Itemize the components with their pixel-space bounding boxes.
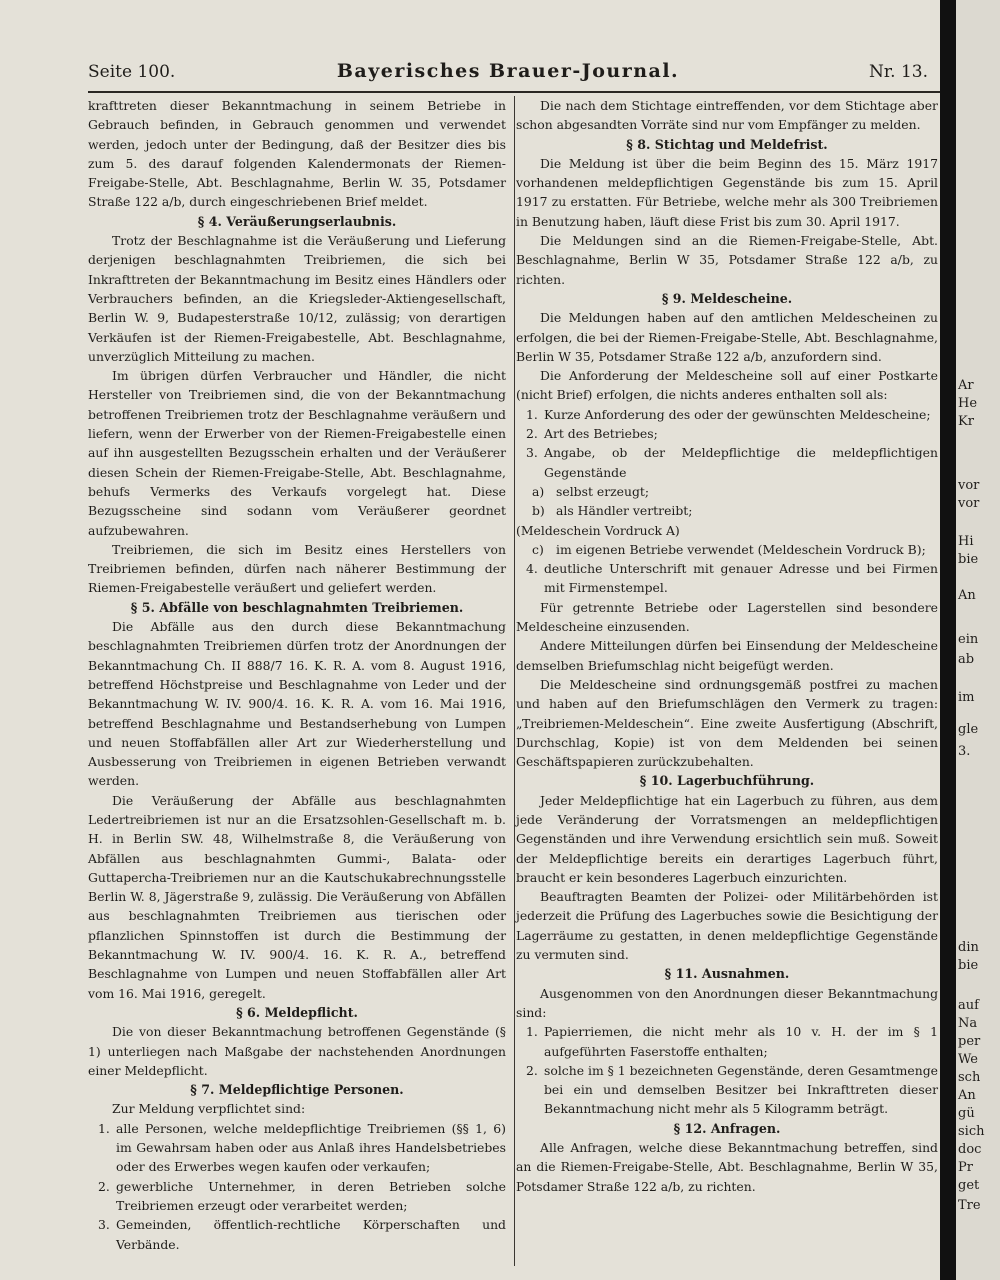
left-column [88,96,506,1254]
paragraph: Alle Anfragen, welche diese Bekanntmachung betreffen, sind an die Riemen-Freigabe-Stelle, Abt. Beschlagnahme, Berlin W 35, Potsdamer Straße 122 a/b, zu richten. [516,1140,938,1194]
column-divider [514,96,515,1266]
adjacent-page-fragment: gle [958,722,979,737]
adjacent-page-fragment: din [958,940,979,955]
section-heading: § 12. Anfragen. [673,1120,781,1136]
right-column [516,96,938,1196]
paragraph: Trotz der Beschlagnahme ist die Veräußerung und Lieferung derjenigen beschlagnahmten Treibriemen, die sich bei Inkrafttreten der Bekanntmachung im Besitz eines Händlers oder Verbrauchers befinden, an die Kriegsleder-Aktiengesellschaft, Berlin W. 9, Budapesterstraße 10/12, zulässig; von derartigen Verkäufen ist der Riemen-Freigabestelle, Abt. Beschlagnahme, unverzüglich Mitteilung zu machen. [88,233,506,364]
list-item: 2. Art des Betriebes; [526,426,658,442]
paragraph: Die Meldescheine sind ordnungsgemäß postfrei zu machen und haben auf den Briefumschlägen den Vermerk zu tragen: „Treibriemen-Meldeschein“. Eine zweite Ausfertigung (Abschrift, Durchschlag, Kopie) ist von dem Meldenden bei seinen Geschäftspapieren zurückzubehalten. [516,676,938,770]
exceptions-list [516,1022,938,1118]
journal-title: Bayerisches Brauer-Journal. [336,60,680,82]
paragraph: Die von dieser Bekanntmachung betroffenen Gegenstände (§ 1) unterliegen nach Maßgabe der nachstehenden Anordnungen einer Meldepflicht. [88,1024,506,1078]
list-item: 2. solche im § 1 bezeichneten Gegenstände, deren Gesamtmenge bei ein und demselben Besitzer bei Inkrafttreten dieser Bekanntmachung nicht mehr als 5 Kilogramm beträgt. [526,1062,938,1117]
list-subitem: c) im eigenen Betriebe verwendet (Meldeschein Vordruck B); [532,541,926,557]
paragraph: Ausgenommen von den Anordnungen dieser Bekanntmachung sind: [516,985,938,1020]
section-heading: § 9. Meldescheine. [661,290,793,306]
paragraph: Die nach dem Stichtage eintreffenden, vor dem Stichtage aber schon abgesandten Vorräte sind nur vom Empfänger zu melden. [516,98,938,133]
adjacent-page-fragment: ein [958,632,979,647]
adjacent-page-fragment: Na [958,1016,978,1031]
page-number: Seite 100. [88,62,176,82]
paragraph: Die Abfälle aus den durch diese Bekanntmachung beschlagnahmten Treibriemen dürfen trotz der Anordnungen der Bekanntmachung Ch. II 888/7 16. K. R. A. vom 8. August 1916, betreffend Höchstpreise und Beschlagnahme von Leder und der Bekanntmachung W. IV. 900/4. 16. K. R. A. vom 16. Mai 1916, betreffend Beschlagnahme und Bestandserhebung von Lumpen und neuen Stoffabfällen aller Art zur Wiederherstellung und Ausbesserung von Treibriemen in eigenen Betrieben verwandt werden. [88,619,506,789]
adjacent-page-fragment: He [958,396,978,411]
section-heading: § 6. Meldepflicht. [236,1004,358,1020]
request-contents-list [516,405,938,598]
paragraph: Treibriemen, die sich im Besitz eines Herstellers von Treibriemen befinden, dürfen nach näherer Bestimmung der Riemen-Freigabestelle veräußert und geliefert werden. [88,541,506,596]
list-subitem: b) als Händler vertreibt; [532,503,693,519]
list-item: 1. Papierriemen, die nicht mehr als 10 v. H. der im § 1 aufgeführten Faserstoffe enthalten; [526,1024,938,1059]
adjacent-page-fragment: per [958,1034,981,1049]
adjacent-page-fragment: sich [958,1124,985,1139]
adjacent-page-fragment: Kr [958,414,974,429]
adjacent-page-fragment: vor [958,496,980,511]
obligated-persons-list [88,1119,506,1254]
paragraph: Die Anforderung der Meldescheine soll auf einer Postkarte (nicht Brief) erfolgen, die nichts anderes enthalten soll als: [516,368,938,403]
paragraph: Die Meldungen haben auf den amtlichen Meldescheinen zu erfolgen, die bei der Riemen-Freigabe-Stelle, Abt. Beschlagnahme, Berlin W 35, Potsdamer Straße 122 a/b, anzufordern sind. [516,310,938,364]
page-header [88,58,928,88]
paragraph: Beauftragten Beamten der Polizei- oder Militärbehörden ist jederzeit die Prüfung des Lagerbuches sowie die Besichtigung der Lagerräume zu gestatten, in denen meldepflichtige Gegenstände zu vermuten sind. [516,889,938,963]
paragraph: Die Meldung ist über die beim Beginn des 15. März 1917 vorhandenen meldepflichtigen Gegenstände bis zum 15. April 1917 zu erstatten. Für Betriebe, welche mehr als 300 Treibriemen in Benutzung haben, läuft diese Frist bis zum 30. April 1917. [516,155,938,229]
list-item: 1. Kurze Anforderung des oder der gewünschten Meldescheine; [526,406,931,422]
adjacent-page-fragment: sch [958,1070,981,1085]
adjacent-page-fragment: bie [958,958,979,973]
adjacent-page-fragment: ab [958,652,975,667]
adjacent-page-edge [956,0,1000,1280]
adjacent-page-fragment: Ar [958,378,974,393]
list-item: 3. Angabe, ob der Meldepflichtige die meldepflichtigen Gegenstände [526,445,938,480]
paragraph: Zur Meldung verpflichtet sind: [112,1101,306,1117]
adjacent-page-fragment: An [958,1088,976,1103]
paragraph: Für getrennte Betriebe oder Lagerstellen sind besondere Meldescheine einzusenden. [516,599,938,635]
adjacent-page-fragment: im [958,690,975,705]
paragraph: Die Veräußerung der Abfälle aus beschlagnahmten Ledertreibriemen ist nur an die Ersatzsohlen-Gesellschaft m. b. H. in Berlin SW. 48, Wilhelmstraße 8, die Veräußerung von Abfällen aus beschlagnahmten Gummi-, Balata- oder Guttapercha-Treibriemen nur an die Kautschukabrechnungsstelle Berlin W. 8, Jägerstraße 9, zulässig. Die Veräußerung von Abfällen aus beschlagnahmten Treibriemen aus tierischen oder pflanzlichen Spinnstoffen ist durch die Bestimmung der Bekanntmachung W. IV. 900/4. 16. K. R. A., betreffend Beschlagnahme von Lumpen und neuen Stoffabfällen aller Art vom 16. Mai 1916, geregelt. [88,792,506,1001]
adjacent-page-fragment: Pr [958,1160,973,1175]
paragraph: Die Meldungen sind an die Riemen-Freigabe-Stelle, Abt. Beschlagnahme, Berlin W 35, Potsdamer Straße 122 a/b, zu richten. [516,233,938,287]
adjacent-page-fragment: doc [958,1142,982,1157]
section-heading: § 7. Meldepflichtige Personen. [190,1082,404,1098]
paragraph: Im übrigen dürfen Verbraucher und Händler, die nicht Hersteller von Treibriemen sind, die von der Bekanntmachung betroffenen Treibriemen trotz der Beschlagnahme veräußern und liefern, wenn der Erwerber von der Riemen-Freigabestelle einen auf ihn ausgestellten Bezugsschein erhalten und der Veräußerer diesen Schein der Riemen-Freigabe-Stelle, Abt. Beschlagnahme, behufs Vermerks des Verkaufs vorgelegt hat. Diese Bezugsscheine sind sodann vom Veräußerer geordnet aufzubewahren. [88,368,506,538]
paragraph: krafttreten dieser Bekanntmachung in seinem Betriebe in Gebrauch befinden, in Gebrauch genommen und verwendet werden, jedoch unter der Bedingung, daß der Besitzer dies bis zum 5. des darauf folgenden Kalendermonats der Riemen-Freigabe-Stelle, Abt. Beschlagnahme, Berlin W. 35, Potsdamer Straße 122 a/b, durch eingeschriebenen Brief meldet. [88,98,506,210]
paragraph: Jeder Meldepflichtige hat ein Lagerbuch zu führen, aus dem jede Veränderung der Vorratsmengen an meldepflichtigen Gegenständen und ihre Verwendung ersichtlich sein muß. Soweit der Meldepflichtige bereits ein derartiges Lagerbuch führt, braucht er kein besonderes Lagerbuch einzurichten. [516,792,938,885]
section-heading: § 4. Veräußerungserlaubnis. [197,213,397,229]
adjacent-page-fragment: auf [958,998,979,1013]
adjacent-page-fragment: gü [958,1106,975,1121]
adjacent-page-fragment: Hi [958,534,974,549]
section-heading: § 5. Abfälle von beschlagnahmten Treibriemen. [130,599,464,615]
header-rule [88,91,940,93]
list-item: 1. alle Personen, welche meldepflichtige Treibriemen (§§ 1, 6) im Gewahrsam haben oder aus Anlaß ihres Handelsbetriebes oder des Erwerbes wegen kaufen oder verkaufen; [98,1120,506,1175]
adjacent-page-fragment: vor [958,478,980,493]
list-item: 4. deutliche Unterschrift mit genauer Adresse und bei Firmen mit Firmenstempel. [526,561,938,596]
adjacent-page-fragment: An [958,588,976,603]
section-heading: § 11. Ausnahmen. [664,966,790,982]
list-note: (Meldeschein Vordruck A) [516,522,680,538]
adjacent-page-fragment: 3. [958,744,971,759]
section-heading: § 10. Lagerbuchführung. [639,773,815,789]
paragraph: Andere Mitteilungen dürfen bei Einsendung der Meldescheine demselben Briefumschlag nicht beigefügt werden. [516,638,938,673]
list-item: 2. gewerbliche Unternehmer, in deren Betrieben solche Treibriemen erzeugt oder verarbeitet werden; [98,1178,506,1213]
adjacent-page-fragment: get [958,1178,980,1193]
section-heading: § 8. Stichtag und Meldefrist. [626,136,828,152]
adjacent-page-fragment: Tre [958,1198,981,1213]
adjacent-page-fragment: We [958,1052,978,1067]
list-subitem: a) selbst erzeugt; [532,483,650,499]
list-item: 3. Gemeinden, öffentlich-rechtliche Körperschaften und Verbände. [98,1217,506,1252]
issue-number: Nr. 13. [869,62,928,82]
adjacent-page-fragment: bie [958,552,979,567]
